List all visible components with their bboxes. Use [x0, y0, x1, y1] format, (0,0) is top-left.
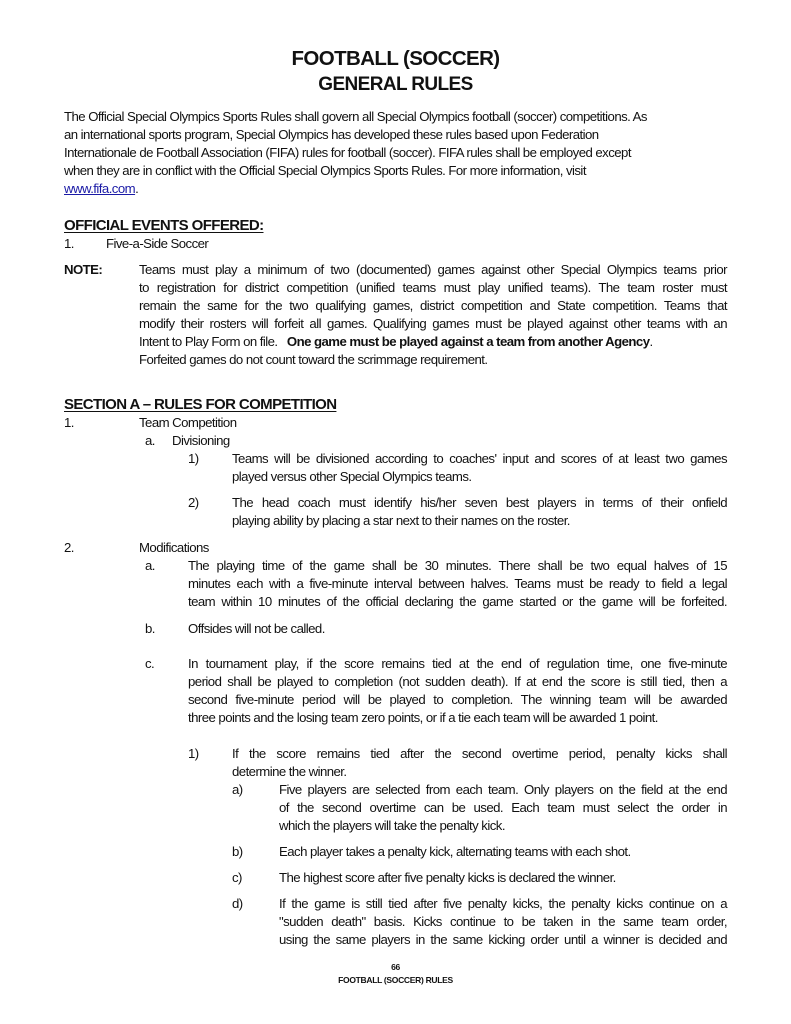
running-footer: FOOTBALL (SOCCER) RULES — [338, 975, 453, 985]
sub-letter: b. — [145, 621, 155, 636]
item-number: 2. — [64, 540, 74, 555]
note-line: modify their rosters will forfeit all games. Qualifying games must be played against other teams with an — [139, 316, 727, 331]
item-title: Modifications — [139, 540, 209, 555]
point-line: playing ability by placing a star next to their names on the roster. — [232, 513, 570, 528]
sub-line: team within 10 minutes of the official declaring the game started or the game will be forfeited. — [188, 594, 727, 609]
subpoint-line: "sudden death" basis. Kicks continue to be taken in the same team order, — [279, 914, 727, 929]
note-line-5 — [139, 333, 727, 351]
subpoint-line: of the second overtime can be used. Each team must select the order in — [279, 800, 727, 815]
note-line: remain the same for the two qualifying games, district competition and State competition. Teams that — [139, 298, 727, 313]
subpoint-letter: b) — [232, 844, 243, 859]
item-number: 1. — [64, 415, 74, 430]
note-line-5-text: Intent to Play Form on file. — [139, 334, 278, 349]
note-line-5-period: . — [649, 334, 653, 349]
sub-line: three points and the losing team zero points, or if a tie each team will be awarded 1 point. — [188, 710, 658, 725]
page-number: 66 — [391, 962, 400, 972]
note-line: Forfeited games do not count toward the scrimmage requirement. — [139, 352, 488, 367]
note-label: NOTE: — [64, 262, 103, 277]
subpoint-line: If the game is still tied after five penalty kicks, the penalty kicks continue on a — [279, 896, 727, 911]
subpoint-letter: c) — [232, 870, 242, 885]
intro-line: when they are in conflict with the Official Special Olympics Sports Rules. For more information, visit — [64, 163, 586, 178]
point-line: determine the winner. — [232, 764, 347, 779]
note-line: to registration for district competition (unified teams must play unified teams). The team roster must — [139, 280, 727, 295]
section-a-heading: SECTION A – RULES FOR COMPETITION — [64, 396, 337, 413]
sub-letter: c. — [145, 656, 155, 671]
intro-link-suffix: . — [135, 181, 139, 196]
point-number: 1) — [188, 451, 199, 466]
point-line: played versus other Special Olympics teams. — [232, 469, 472, 484]
point-line: The head coach must identify his/her seven best players in terms of their onfield — [232, 495, 727, 510]
sub-line: In tournament play, if the score remains tied at the end of regulation time, one five-minute — [188, 656, 727, 671]
subpoint-line: Five players are selected from each team. Only players on the field at the end — [279, 782, 727, 797]
sub-letter: a. — [145, 558, 155, 573]
note-line: Teams must play a minimum of two (documented) games against other Special Olympics teams prior — [139, 262, 727, 277]
event-number: 1. — [64, 236, 74, 251]
point-line: If the score remains tied after the second overtime period, penalty kicks shall — [232, 746, 727, 761]
event-item: Five-a-Side Soccer — [106, 236, 209, 251]
subpoint-line: The highest score after five penalty kicks is declared the winner. — [279, 870, 616, 885]
page-subtitle: GENERAL RULES — [318, 74, 473, 95]
sub-line: period shall be played to completion (not sudden death). If at end the score is still tied, then a — [188, 674, 727, 689]
point-number: 2) — [188, 495, 199, 510]
intro-link-line — [64, 180, 138, 198]
item-title: Team Competition — [139, 415, 237, 430]
sub-line: minutes each with a five-minute interval between halves. Teams must be ready to field a legal — [188, 576, 727, 591]
fifa-link[interactable]: www.fifa.com — [64, 181, 136, 196]
sub-line: Offsides will not be called. — [188, 621, 325, 636]
subpoint-letter: a) — [232, 782, 243, 797]
sub-line: second five-minute period will be played to completion. The winning team will be awarded — [188, 692, 727, 707]
subpoint-line: which the players will take the penalty kick. — [279, 818, 505, 833]
subpoint-line: Each player takes a penalty kick, alternating teams with each shot. — [279, 844, 631, 859]
subpoint-line: using the same players in the same kicking order until a winner is decided and — [279, 932, 727, 947]
point-line: Teams will be divisioned according to coaches' input and scores of at least two games — [232, 451, 727, 466]
intro-line: Internationale de Football Association (FIFA) rules for football (soccer). FIFA rules shall be employed except — [64, 145, 631, 160]
sub-line: The playing time of the game shall be 30 minutes. There shall be two equal halves of 15 — [188, 558, 727, 573]
subpoint-letter: d) — [232, 896, 243, 911]
note-emphasis: One game must be played against a team from another Agency — [286, 334, 650, 349]
official-events-heading: OFFICIAL EVENTS OFFERED: — [64, 217, 264, 234]
sub-title: Divisioning — [172, 433, 230, 448]
intro-line: The Official Special Olympics Sports Rules shall govern all Special Olympics football (soccer) competitions. As — [64, 109, 647, 124]
intro-line: an international sports program, Special Olympics has developed these rules based upon Federation — [64, 127, 599, 142]
page-title: FOOTBALL (SOCCER) — [291, 47, 500, 70]
sub-letter: a. — [145, 433, 155, 448]
point-number: 1) — [188, 746, 199, 761]
